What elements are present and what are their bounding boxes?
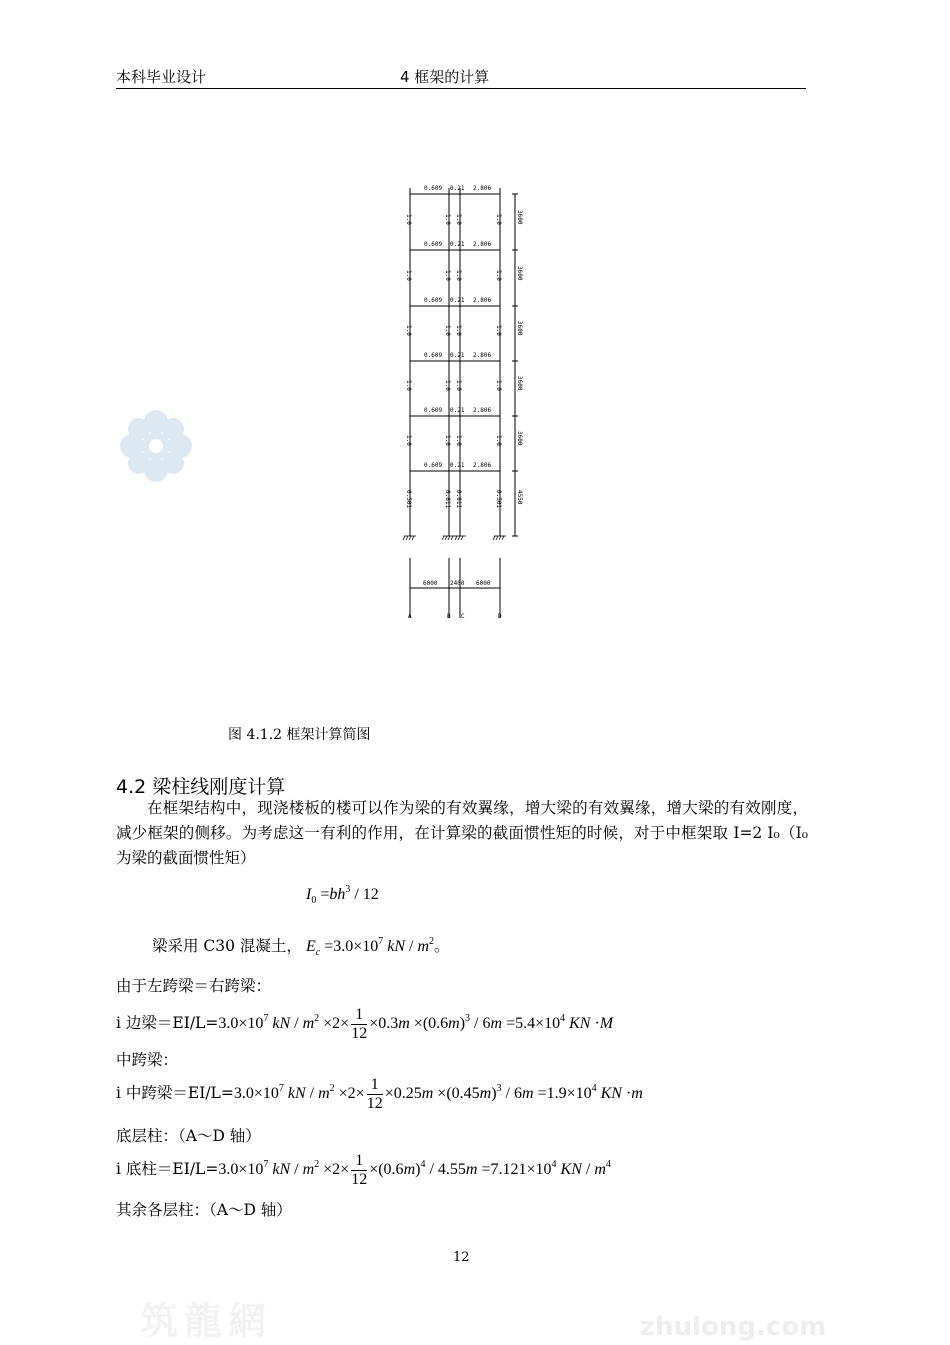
story-height-label: 3600 — [516, 376, 523, 391]
span-label-cd: 6000 — [476, 580, 491, 587]
column-label: 1.0 — [444, 380, 451, 391]
paragraph-intro: 在框架结构中，现浇楼板的楼可以作为梁的有效翼缘，增大梁的有效翼缘，增大梁的有效刚度，减少框架的侧移。为考虑这一有利的作用，在计算梁的截面惯性矩的时候，对于中框架取 I=2 I₀（I₀为梁的截面惯性矩） — [116, 799, 808, 867]
bottom-col-heading: 底层柱：（A～D 轴） — [116, 1127, 261, 1145]
axis-label-a: A — [408, 613, 412, 620]
axis-label-d: D — [498, 613, 502, 620]
story-height-label: 3600 — [516, 431, 523, 446]
beam-label-middle: 0.21 — [450, 297, 465, 304]
left-eq-right-line: 由于左跨梁＝右跨梁： — [116, 977, 272, 995]
watermark-text: 筑龍網 — [140, 1299, 273, 1343]
column-label: 1.0 — [455, 380, 462, 391]
span-label-bc: 2400 — [450, 580, 465, 587]
beam-label-left: 0.609 — [424, 241, 443, 248]
story-height-label: 4550 — [516, 490, 523, 505]
column-label: 1.0 — [455, 270, 462, 281]
column-label: 1.0 — [495, 435, 502, 446]
beam-label-right: 2.806 — [473, 462, 492, 469]
story-height-label: 3600 — [516, 266, 523, 281]
column-label: 1.0 — [405, 270, 412, 281]
column-label: 1.0 — [444, 325, 451, 336]
beam-label-right: 2.806 — [473, 407, 492, 414]
beam-label-right: 2.806 — [473, 297, 492, 304]
beam-label-right: 2.806 — [473, 241, 492, 248]
bottom-column-label-d: 0.501 — [495, 490, 502, 509]
beam-label-middle: 0.21 — [450, 352, 465, 359]
page-number: 12 — [453, 1250, 470, 1265]
axis-label-b: B — [447, 613, 451, 620]
column-label: 1.0 — [495, 380, 502, 391]
header-rule — [116, 88, 806, 89]
formula-middle-beam: $3.0\times 10^7$ kN / $m^2 \times 2\times$ $\frac{1}{12}$ $\times 0.25m \times(0.45m)^3 / 6m =1.9\times 10^4$ KN ·m — [233, 1076, 643, 1112]
edge-beam-line — [116, 1006, 613, 1043]
beam-label-left: 0.609 — [424, 462, 443, 469]
column-label: 1.0 — [444, 214, 451, 225]
column-label: 1.0 — [455, 214, 462, 225]
formula-ec: $E_c =3.0\times 10^7$ kN / $m^2$ — [305, 936, 435, 958]
beam-label-middle: 0.21 — [450, 462, 465, 469]
beam-label-left: 0.609 — [424, 185, 443, 192]
formula-bottom-col: $3.0\times 10^7$ kN / $m^2 \times 2\times$ $\frac{1}{12}$ $\times(0.6m)^4 / 4.55m =7.121\times 10^4$ KN / $m^4$ — [218, 1152, 611, 1188]
span-label-ab: 6000 — [423, 580, 438, 587]
bottom-column-label-a: 0.501 — [405, 490, 412, 509]
middle-beam-prefix: i 中跨梁＝EI/L= — [116, 1084, 234, 1103]
column-label: 1.0 — [444, 435, 451, 446]
middle-span-heading: 中跨梁： — [116, 1051, 179, 1069]
column-label: 1.0 — [405, 435, 412, 446]
beam-label-left: 0.609 — [424, 407, 443, 414]
column-label: 1.0 — [455, 325, 462, 336]
header-chapter: 4 框架的计算 — [400, 68, 490, 86]
column-label: 1.0 — [495, 270, 502, 281]
figure-caption: 图 4.1.2 框架计算简图 — [228, 727, 371, 743]
beam-label-left: 0.609 — [424, 297, 443, 304]
concrete-line — [152, 934, 450, 956]
header-left: 本科毕业设计 — [116, 68, 207, 86]
middle-beam-line — [116, 1076, 643, 1113]
concrete-text: 梁采用 C30 混凝土， — [152, 937, 302, 955]
watermark-url: zhulong.com — [640, 1312, 827, 1342]
bottom-column-label-c: 0.811 — [455, 490, 462, 509]
watermark-flower-icon — [118, 408, 194, 484]
bottom-col-line — [116, 1152, 611, 1189]
period-mark: 。 — [434, 937, 450, 955]
beam-label-left: 0.609 — [424, 352, 443, 359]
beam-label-middle: 0.21 — [450, 185, 465, 192]
other-col-heading: 其余各层柱：（A～D 轴） — [116, 1201, 292, 1219]
column-label: 1.0 — [405, 325, 412, 336]
column-label: 1.0 — [495, 325, 502, 336]
bottom-col-prefix: i 底柱＝EI/L= — [116, 1160, 219, 1179]
section-title: 4.2 梁柱线刚度计算 — [116, 776, 286, 798]
column-label: 1.0 — [405, 214, 412, 225]
column-label: 1.0 — [495, 214, 502, 225]
column-label: 1.0 — [405, 380, 412, 391]
beam-label-middle: 0.21 — [450, 241, 465, 248]
edge-beam-prefix: i 边梁＝EI/L= — [116, 1014, 219, 1033]
beam-label-right: 2.806 — [473, 185, 492, 192]
beam-label-middle: 0.21 — [450, 407, 465, 414]
body-text — [116, 796, 808, 871]
story-height-label: 3600 — [516, 321, 523, 336]
story-height-label: 3600 — [516, 210, 523, 225]
column-label: 1.0 — [444, 270, 451, 281]
beam-label-right: 2.806 — [473, 352, 492, 359]
frame-diagram — [380, 178, 540, 628]
bottom-column-label-b: 0.811 — [444, 490, 451, 509]
formula-i0: $I_0 =bh^3 / 12$ — [306, 884, 379, 906]
axis-label-c: C — [461, 613, 465, 620]
column-label: 1.0 — [455, 435, 462, 446]
formula-edge-beam: $3.0\times 10^7$ kN / $m^2 \times 2\times$ $\frac{1}{12}$ $\times 0.3m \times(0.6m)^3 / 6m =5.4\times 10^4$ KN ·M — [218, 1006, 614, 1042]
